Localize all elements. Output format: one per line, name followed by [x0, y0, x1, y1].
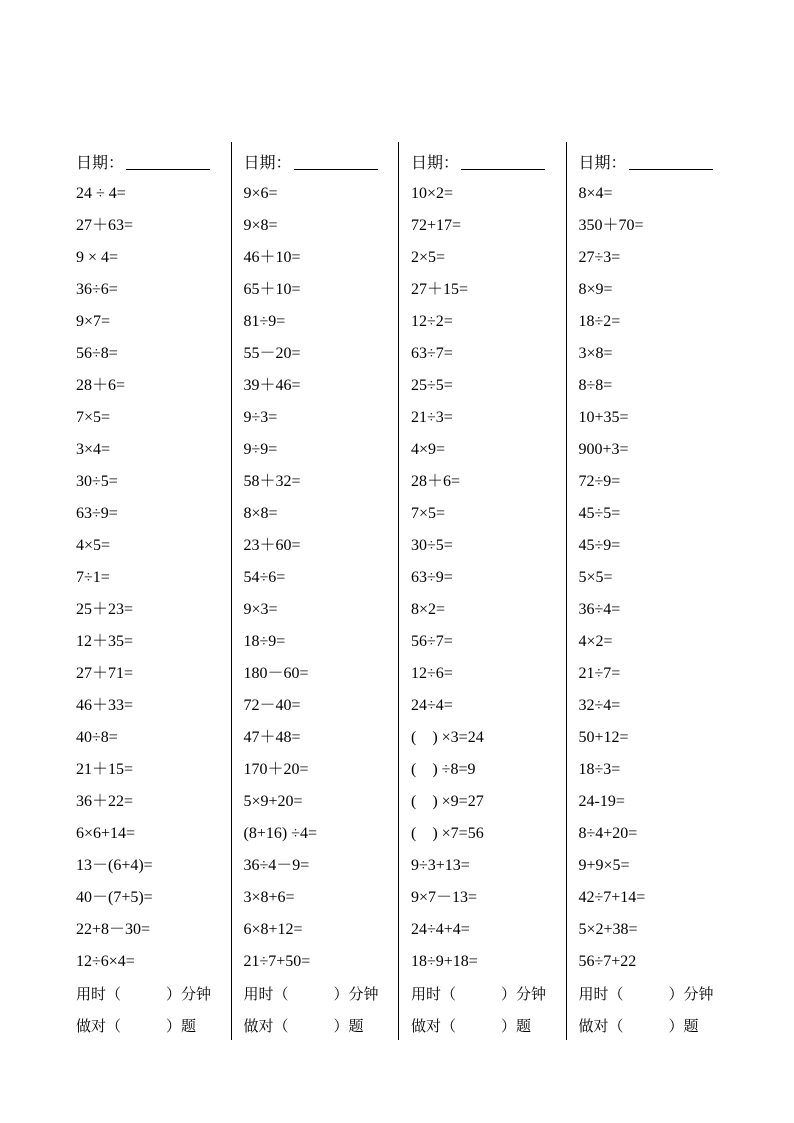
math-problem: 2×5=: [411, 249, 446, 266]
math-problem: 22+8－30=: [76, 921, 151, 938]
date-label: 日期：: [411, 154, 460, 172]
math-problem: 54÷6=: [243, 569, 286, 586]
math-problem: 10+35=: [578, 409, 629, 426]
math-problem: 47＋48=: [243, 729, 301, 746]
math-problem: 23＋60=: [243, 537, 301, 554]
problem-list: [244, 178, 399, 978]
correct-count-label: 做对（ ）题: [578, 1017, 699, 1035]
math-problem: 27＋71=: [76, 665, 134, 682]
math-problem: 8×9=: [578, 281, 613, 298]
math-problem: 72－40=: [243, 697, 301, 714]
math-problem: 4×5=: [76, 537, 111, 554]
math-problem: (8+16) ÷4=: [243, 825, 317, 842]
math-problem: 900+3=: [578, 441, 629, 458]
math-problem: 27＋63=: [76, 217, 134, 234]
math-problem: 46＋10=: [243, 249, 301, 266]
math-problem: 180－60=: [243, 665, 309, 682]
math-problem: 24÷4+4=: [411, 921, 470, 938]
math-problem: ( ) ÷8=9: [411, 761, 476, 778]
math-problem: ( ) ×3=24: [411, 729, 484, 746]
math-problem: 21÷7=: [578, 665, 621, 682]
problem-list: [76, 178, 231, 978]
math-problem: 8×2=: [411, 601, 446, 618]
math-problem: 81÷9=: [243, 313, 286, 330]
math-problem: 25＋23=: [76, 601, 134, 618]
math-problem: 9×7－13=: [411, 889, 478, 906]
math-problem: 18÷9+18=: [411, 953, 478, 970]
math-problem: 6×6+14=: [76, 825, 136, 842]
math-problem: 25÷5=: [411, 377, 453, 394]
math-problem: ( ) ×9=27: [411, 793, 484, 810]
math-problem: 9÷3+13=: [411, 857, 470, 874]
math-problem: 3×4=: [76, 441, 111, 458]
math-problem: 3×8=: [578, 345, 613, 362]
math-problem: 24 ÷ 4=: [76, 185, 126, 202]
math-problem: 21÷3=: [411, 409, 453, 426]
correct-count-label: 做对（ ）题: [411, 1017, 532, 1035]
math-problem: 56÷7+22: [578, 953, 637, 970]
time-used-label: 用时（ ）分钟: [578, 985, 714, 1003]
math-problem: 12＋35=: [76, 633, 134, 650]
math-problem: 36＋22=: [76, 793, 134, 810]
math-problem: 58＋32=: [243, 473, 301, 490]
math-problem: 9×6=: [243, 185, 278, 202]
math-problem: 30÷5=: [76, 473, 118, 490]
worksheet-column-3: [399, 142, 567, 1040]
math-problem: 21÷7+50=: [243, 953, 311, 970]
math-problem: 30÷5=: [411, 537, 453, 554]
math-problem: 63÷9=: [76, 505, 118, 522]
math-problem: 4×9=: [411, 441, 446, 458]
date-row: [411, 142, 566, 178]
math-problem: 72÷9=: [578, 473, 621, 490]
math-problem: 36÷4－9=: [243, 857, 310, 874]
date-label: 日期：: [76, 154, 125, 172]
math-problem: 8÷8=: [578, 377, 613, 394]
math-problem: 45÷5=: [578, 505, 621, 522]
math-problem: 9÷9=: [243, 441, 278, 458]
math-problem: 72+17=: [411, 217, 462, 234]
problem-list: [579, 178, 735, 978]
math-problem: 9÷3=: [243, 409, 278, 426]
math-problem: 39＋46=: [243, 377, 301, 394]
math-problem: 13－(6+4)=: [76, 857, 153, 874]
math-problem: 10×2=: [411, 185, 454, 202]
date-blank[interactable]: [294, 152, 378, 170]
date-row: [579, 142, 735, 178]
math-problem: 9+9×5=: [578, 857, 630, 874]
math-problem: 32÷4=: [578, 697, 621, 714]
math-problem: 18÷3=: [578, 761, 621, 778]
math-problem: 170＋20=: [243, 761, 309, 778]
date-row: [244, 142, 399, 178]
worksheet-column-1: [64, 142, 232, 1040]
math-problem: 12÷2=: [411, 313, 453, 330]
math-problem: 5×9+20=: [243, 793, 303, 810]
math-problem: 9×3=: [243, 601, 278, 618]
math-problem: 55－20=: [243, 345, 301, 362]
math-problem: 7×5=: [411, 505, 446, 522]
correct-count-label: 做对（ ）题: [243, 1017, 364, 1035]
worksheet: [64, 142, 734, 1040]
math-problem: 36÷6=: [76, 281, 118, 298]
date-blank[interactable]: [461, 152, 545, 170]
math-problem: 56÷7=: [411, 633, 453, 650]
math-problem: 7×5=: [76, 409, 111, 426]
math-problem: 40÷8=: [76, 729, 118, 746]
math-problem: 350＋70=: [578, 217, 644, 234]
math-problem: 36÷4=: [578, 601, 621, 618]
math-problem: 8×8=: [243, 505, 278, 522]
worksheet-column-2: [232, 142, 400, 1040]
math-problem: 8÷4+20=: [578, 825, 638, 842]
math-problem: 5×2+38=: [578, 921, 638, 938]
math-problem: 5×5=: [578, 569, 613, 586]
date-label: 日期：: [578, 154, 627, 172]
math-problem: 42÷7+14=: [578, 889, 646, 906]
math-problem: 3×8+6=: [243, 889, 295, 906]
date-label: 日期：: [243, 154, 292, 172]
math-problem: 8×4=: [578, 185, 613, 202]
time-used-label: 用时（ ）分钟: [76, 985, 212, 1003]
math-problem: 50+12=: [578, 729, 629, 746]
math-problem: 18÷9=: [243, 633, 286, 650]
correct-count-label: 做对（ ）题: [76, 1017, 197, 1035]
math-problem: 7÷1=: [76, 569, 110, 586]
math-problem: 4×2=: [578, 633, 613, 650]
math-problem: 56÷8=: [76, 345, 118, 362]
math-problem: 27÷3=: [578, 249, 621, 266]
math-problem: 40－(7+5)=: [76, 889, 153, 906]
worksheet-column-4: [567, 142, 735, 1040]
math-problem: 63÷9=: [411, 569, 453, 586]
math-problem: 9×7=: [76, 313, 111, 330]
math-problem: 6×8+12=: [243, 921, 303, 938]
math-problem: 24÷4=: [411, 697, 453, 714]
math-problem: 65＋10=: [243, 281, 301, 298]
time-used-label: 用时（ ）分钟: [243, 985, 379, 1003]
math-problem: 18÷2=: [578, 313, 621, 330]
math-problem: ( ) ×7=56: [411, 825, 484, 842]
date-row: [76, 142, 231, 178]
math-problem: 28＋6=: [76, 377, 126, 394]
math-problem: 24-19=: [578, 793, 625, 810]
date-blank[interactable]: [629, 152, 713, 170]
math-problem: 45÷9=: [578, 537, 621, 554]
math-problem: 27＋15=: [411, 281, 469, 298]
math-problem: 9×8=: [243, 217, 278, 234]
math-problem: 21＋15=: [76, 761, 134, 778]
math-problem: 63÷7=: [411, 345, 453, 362]
problem-list: [411, 178, 566, 978]
math-problem: 46＋33=: [76, 697, 134, 714]
math-problem: 12÷6×4=: [76, 953, 135, 970]
math-problem: 12÷6=: [411, 665, 453, 682]
math-problem: 9 × 4=: [76, 249, 119, 266]
math-problem: 28＋6=: [411, 473, 461, 490]
time-used-label: 用时（ ）分钟: [411, 985, 547, 1003]
date-blank[interactable]: [126, 152, 210, 170]
